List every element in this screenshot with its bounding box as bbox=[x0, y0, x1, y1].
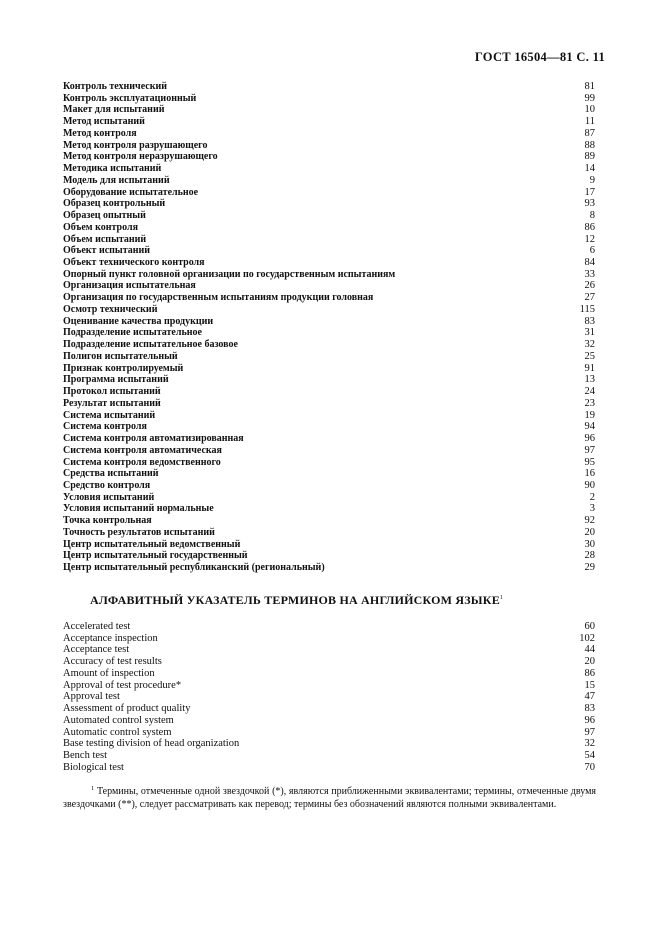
index-term: Acceptance test bbox=[63, 644, 130, 656]
index-number: 86 bbox=[584, 221, 595, 233]
index-term: Метод контроля bbox=[63, 127, 137, 139]
index-number: 60 bbox=[584, 621, 595, 632]
index-number: 90 bbox=[584, 479, 595, 491]
index-number: 32 bbox=[584, 738, 595, 750]
index-row bbox=[63, 738, 595, 750]
index-term: Осмотр технический bbox=[63, 303, 158, 315]
index-row bbox=[63, 480, 595, 492]
index-term: Base testing division of head organization bbox=[63, 738, 240, 750]
index-row bbox=[63, 175, 595, 187]
index-row bbox=[63, 715, 595, 727]
index-term: Метод испытаний bbox=[63, 116, 145, 128]
index-term: Automatic control system bbox=[63, 726, 172, 738]
index-number: 115 bbox=[579, 303, 595, 315]
index-row bbox=[63, 304, 595, 316]
index-term: Точка контрольная bbox=[63, 515, 152, 527]
index-number: 12 bbox=[584, 233, 595, 245]
index-number: 102 bbox=[579, 632, 595, 644]
index-number: 86 bbox=[584, 667, 595, 679]
index-term: Amount of inspection bbox=[63, 667, 155, 679]
index-term: Система контроля автоматизированная bbox=[63, 433, 244, 445]
index-number: 29 bbox=[584, 562, 595, 574]
index-term: Accelerated test bbox=[63, 621, 131, 632]
index-row bbox=[63, 633, 595, 645]
index-row bbox=[63, 151, 595, 163]
index-number: 25 bbox=[584, 350, 595, 362]
index-term: Модель для испытаний bbox=[63, 174, 170, 186]
index-row bbox=[63, 550, 595, 562]
index-number: 14 bbox=[584, 163, 595, 175]
index-term: Образец опытный bbox=[63, 210, 146, 222]
index-term: Подразделение испытательное базовое bbox=[63, 339, 238, 351]
index-term: Метод контроля разрушающего bbox=[63, 139, 208, 151]
index-row bbox=[63, 727, 595, 739]
index-number: 8 bbox=[589, 210, 595, 222]
index-term: Результат испытаний bbox=[63, 397, 161, 409]
english-term-index bbox=[63, 621, 595, 774]
index-row bbox=[63, 527, 595, 539]
index-row bbox=[63, 198, 595, 210]
index-row bbox=[63, 492, 595, 504]
index-number: 99 bbox=[584, 92, 595, 104]
index-number: 27 bbox=[584, 292, 595, 304]
index-number: 23 bbox=[584, 397, 595, 409]
index-number: 2 bbox=[589, 491, 595, 503]
index-term: Assessment of product quality bbox=[63, 703, 191, 715]
index-row bbox=[63, 327, 595, 339]
russian-term-index bbox=[63, 81, 595, 574]
index-term: Accuracy of test results bbox=[63, 656, 162, 668]
index-number: 94 bbox=[584, 421, 595, 433]
index-term: Approval of test procedure* bbox=[63, 679, 182, 691]
index-number: 9 bbox=[589, 174, 595, 186]
index-term: Система испытаний bbox=[63, 409, 156, 421]
index-row bbox=[63, 539, 595, 551]
index-row bbox=[63, 292, 595, 304]
index-number: 15 bbox=[584, 679, 595, 691]
index-term: Опорный пункт головной организации по государственным испытаниям bbox=[63, 268, 396, 280]
index-number: 93 bbox=[584, 198, 595, 210]
index-row bbox=[63, 280, 595, 292]
index-row bbox=[63, 187, 595, 199]
index-row bbox=[63, 703, 595, 715]
index-number: 6 bbox=[589, 245, 595, 257]
index-row bbox=[63, 656, 595, 668]
index-number: 95 bbox=[584, 456, 595, 468]
index-row bbox=[63, 163, 595, 175]
index-row bbox=[63, 445, 595, 457]
index-row bbox=[63, 680, 595, 692]
index-term: Контроль эксплуатационный bbox=[63, 92, 197, 104]
index-row bbox=[63, 433, 595, 445]
index-term: Программа испытаний bbox=[63, 374, 169, 386]
index-term: Объем испытаний bbox=[63, 233, 147, 245]
index-term: Система контроля bbox=[63, 421, 147, 433]
index-term: Центр испытательный республиканский (региональный) bbox=[63, 562, 325, 574]
index-number: 89 bbox=[584, 151, 595, 163]
index-number: 31 bbox=[584, 327, 595, 339]
index-term: Центр испытательный ведомственный bbox=[63, 538, 241, 550]
index-row bbox=[63, 374, 595, 386]
index-number: 96 bbox=[584, 433, 595, 445]
index-number: 54 bbox=[584, 750, 595, 762]
index-row bbox=[63, 245, 595, 257]
index-term: Acceptance inspection bbox=[63, 632, 158, 644]
index-term: Объем контроля bbox=[63, 221, 138, 233]
index-term: Условия испытаний нормальные bbox=[63, 503, 214, 515]
index-row bbox=[63, 515, 595, 527]
index-row bbox=[63, 316, 595, 328]
index-row bbox=[63, 234, 595, 246]
index-term: Оценивание качества продукции bbox=[63, 315, 214, 327]
index-row bbox=[63, 363, 595, 375]
index-row bbox=[63, 269, 595, 281]
index-row bbox=[63, 116, 595, 128]
index-number: 20 bbox=[584, 526, 595, 538]
index-term: Протокол испытаний bbox=[63, 386, 161, 398]
index-row bbox=[63, 750, 595, 762]
index-term: Approval test bbox=[63, 691, 120, 703]
index-row bbox=[63, 398, 595, 410]
index-row bbox=[63, 339, 595, 351]
index-row bbox=[63, 93, 595, 105]
index-number: 92 bbox=[584, 515, 595, 527]
index-number: 83 bbox=[584, 703, 595, 715]
index-number: 26 bbox=[584, 280, 595, 292]
index-row bbox=[63, 644, 595, 656]
english-index-title-text: АЛФАВИТНЫЙ УКАЗАТЕЛЬ ТЕРМИНОВ НА АНГЛИЙСКОМ ЯЗЫКЕ bbox=[90, 593, 500, 607]
index-row bbox=[63, 421, 595, 433]
index-number: 91 bbox=[584, 362, 595, 374]
index-term: Система контроля автоматическая bbox=[63, 444, 222, 456]
page-header: ГОСТ 16504—81 С. 11 bbox=[474, 50, 605, 64]
index-row bbox=[63, 140, 595, 152]
index-number: 13 bbox=[584, 374, 595, 386]
index-row bbox=[63, 257, 595, 269]
index-row bbox=[63, 128, 595, 140]
index-number: 11 bbox=[584, 116, 595, 128]
index-term: Центр испытательный государственный bbox=[63, 550, 248, 562]
index-number: 10 bbox=[584, 104, 595, 116]
footnote-ref: 1 bbox=[499, 595, 504, 601]
footnote-marker: 1 bbox=[91, 785, 95, 792]
index-row bbox=[63, 762, 595, 774]
index-number: 96 bbox=[584, 714, 595, 726]
index-term: Подразделение испытательное bbox=[63, 327, 202, 339]
index-term: Biological test bbox=[63, 761, 124, 773]
index-number: 97 bbox=[584, 726, 595, 738]
index-term: Bench test bbox=[63, 750, 108, 762]
footnote bbox=[63, 782, 596, 811]
index-term: Объект испытаний bbox=[63, 245, 151, 257]
index-number: 33 bbox=[584, 268, 595, 280]
index-row bbox=[63, 222, 595, 234]
index-row bbox=[63, 621, 595, 633]
index-term: Контроль технический bbox=[63, 81, 167, 92]
english-index-title bbox=[90, 593, 503, 608]
index-number: 19 bbox=[584, 409, 595, 421]
index-term: Метод контроля неразрушающего bbox=[63, 151, 218, 163]
index-term: Методика испытаний bbox=[63, 163, 162, 175]
index-term: Средства испытаний bbox=[63, 468, 159, 480]
index-number: 97 bbox=[584, 444, 595, 456]
index-row bbox=[63, 210, 595, 222]
footnote-text: Термины, отмеченные одной звездочкой (*), являются приближенными эквивалентами; термины, отмеченные двумя звездочками (**), следует рассматривать как перевод; термины без обозначений являются полными эквивалентами. bbox=[63, 786, 596, 810]
index-term: Организация испытательная bbox=[63, 280, 196, 292]
index-row bbox=[63, 457, 595, 469]
index-term: Организация по государственным испытаниям продукции головная bbox=[63, 292, 374, 304]
index-row bbox=[63, 410, 595, 422]
index-number: 20 bbox=[584, 656, 595, 668]
index-term: Объект технического контроля bbox=[63, 257, 205, 269]
index-row bbox=[63, 503, 595, 515]
index-term: Признак контролируемый bbox=[63, 362, 184, 374]
index-term: Полигон испытательный bbox=[63, 350, 178, 362]
index-number: 84 bbox=[584, 257, 595, 269]
index-number: 70 bbox=[584, 761, 595, 773]
index-number: 83 bbox=[584, 315, 595, 327]
index-number: 3 bbox=[589, 503, 595, 515]
index-term: Точность результатов испытаний bbox=[63, 526, 215, 538]
index-number: 32 bbox=[584, 339, 595, 351]
index-number: 17 bbox=[584, 186, 595, 198]
index-number: 16 bbox=[584, 468, 595, 480]
index-row bbox=[63, 691, 595, 703]
index-row bbox=[63, 104, 595, 116]
index-term: Система контроля ведомственного bbox=[63, 456, 221, 468]
index-row bbox=[63, 386, 595, 398]
index-number: 44 bbox=[584, 644, 595, 656]
index-row bbox=[63, 668, 595, 680]
index-number: 47 bbox=[584, 691, 595, 703]
index-number: 24 bbox=[584, 386, 595, 398]
index-number: 30 bbox=[584, 538, 595, 550]
index-term: Оборудование испытательное bbox=[63, 186, 199, 198]
index-number: 88 bbox=[584, 139, 595, 151]
index-number: 87 bbox=[584, 127, 595, 139]
index-row bbox=[63, 351, 595, 363]
index-row bbox=[63, 562, 595, 574]
index-term: Automated control system bbox=[63, 714, 174, 726]
index-term: Условия испытаний bbox=[63, 491, 155, 503]
index-number: 81 bbox=[584, 81, 595, 92]
index-row bbox=[63, 81, 595, 93]
index-term: Образец контрольный bbox=[63, 198, 166, 210]
index-row bbox=[63, 468, 595, 480]
index-term: Макет для испытаний bbox=[63, 104, 165, 116]
index-term: Средство контроля bbox=[63, 479, 151, 491]
index-number: 28 bbox=[584, 550, 595, 562]
